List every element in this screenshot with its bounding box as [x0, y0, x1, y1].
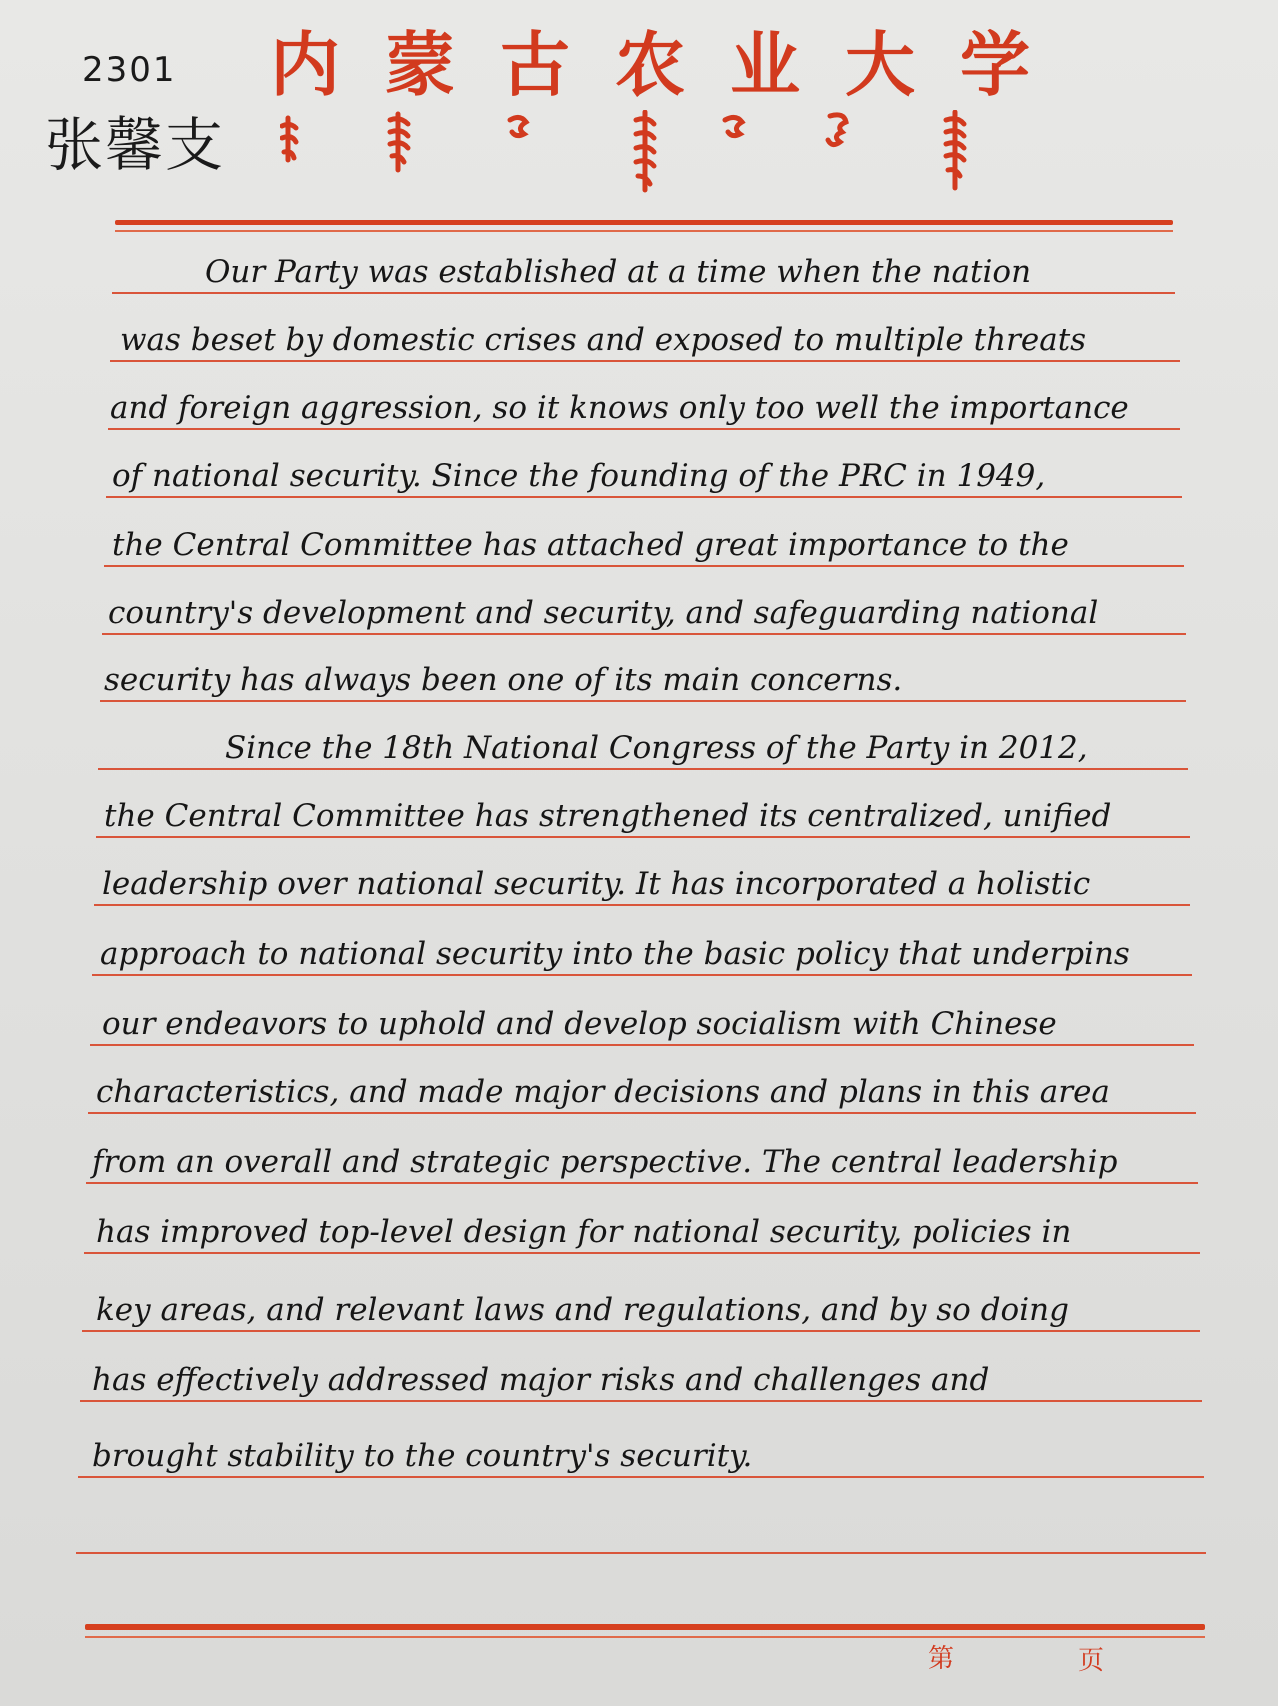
ruled-line — [76, 1552, 1206, 1554]
page-label-left: 第 — [928, 1644, 955, 1674]
ruled-line — [102, 633, 1186, 635]
footer-rule — [85, 1624, 1205, 1630]
title-char: 古 — [500, 24, 570, 106]
university-title — [270, 20, 1030, 110]
page-label-right: 页 — [1078, 1646, 1105, 1676]
essay-line: the Central Committee has attached great importance to the — [112, 527, 1069, 563]
title-char: 内 — [270, 24, 340, 106]
mongolian-script-title — [280, 110, 1020, 200]
essay-line: has improved top-level design for national security, policies in — [96, 1214, 1072, 1250]
student-id: 2301 — [82, 50, 177, 90]
header-rule-thin — [115, 230, 1173, 232]
ruled-line — [82, 1330, 1200, 1332]
essay-line: our endeavors to uphold and develop socialism with Chinese — [102, 1006, 1057, 1042]
ruled-line — [78, 1476, 1204, 1478]
ruled-line — [92, 974, 1192, 976]
ruled-line — [112, 292, 1175, 294]
title-char: 大 — [845, 24, 915, 106]
ruled-line — [110, 360, 1180, 362]
ruled-line — [80, 1400, 1202, 1402]
ruled-line — [86, 1182, 1198, 1184]
ruled-line — [106, 496, 1182, 498]
ruled-line — [108, 428, 1180, 430]
title-char: 农 — [615, 24, 685, 106]
student-name: 张馨支 — [45, 111, 226, 179]
essay-line: Our Party was established at a time when the nation — [205, 254, 1032, 290]
ruled-line — [94, 904, 1190, 906]
essay-line: was beset by domestic crises and exposed to multiple threats — [120, 322, 1087, 358]
essay-line: the Central Committee has strengthened its centralized, unified — [104, 798, 1112, 834]
ruled-line — [96, 836, 1190, 838]
essay-line: country's development and security, and safeguarding national — [108, 595, 1099, 631]
footer-rule-thin — [85, 1636, 1205, 1638]
title-char: 蒙 — [385, 24, 455, 106]
ruled-line — [88, 1112, 1196, 1114]
essay-line: approach to national security into the basic policy that underpins — [100, 936, 1130, 972]
essay-line: has effectively addressed major risks and challenges and — [92, 1362, 990, 1398]
ruled-line — [100, 700, 1186, 702]
header-rule — [115, 220, 1173, 225]
essay-line: characteristics, and made major decisions and plans in this area — [96, 1074, 1110, 1110]
title-char: 业 — [730, 24, 800, 106]
ruled-line — [90, 1044, 1194, 1046]
essay-line: security has always been one of its main concerns. — [104, 662, 903, 698]
ruled-line — [98, 768, 1188, 770]
essay-line: leadership over national security. It has incorporated a holistic — [102, 866, 1091, 902]
essay-line: from an overall and strategic perspective. The central leadership — [92, 1144, 1118, 1180]
ruled-line — [104, 565, 1184, 567]
ruled-line — [84, 1252, 1200, 1254]
essay-line: Since the 18th National Congress of the Party in 2012, — [225, 730, 1088, 766]
essay-line: and foreign aggression, so it knows only too well the importance — [110, 390, 1129, 426]
title-char: 学 — [960, 24, 1030, 106]
essay-line: of national security. Since the founding of the PRC in 1949, — [112, 458, 1046, 494]
essay-line: key areas, and relevant laws and regulations, and by so doing — [96, 1292, 1069, 1328]
essay-line: brought stability to the country's security. — [92, 1438, 753, 1474]
